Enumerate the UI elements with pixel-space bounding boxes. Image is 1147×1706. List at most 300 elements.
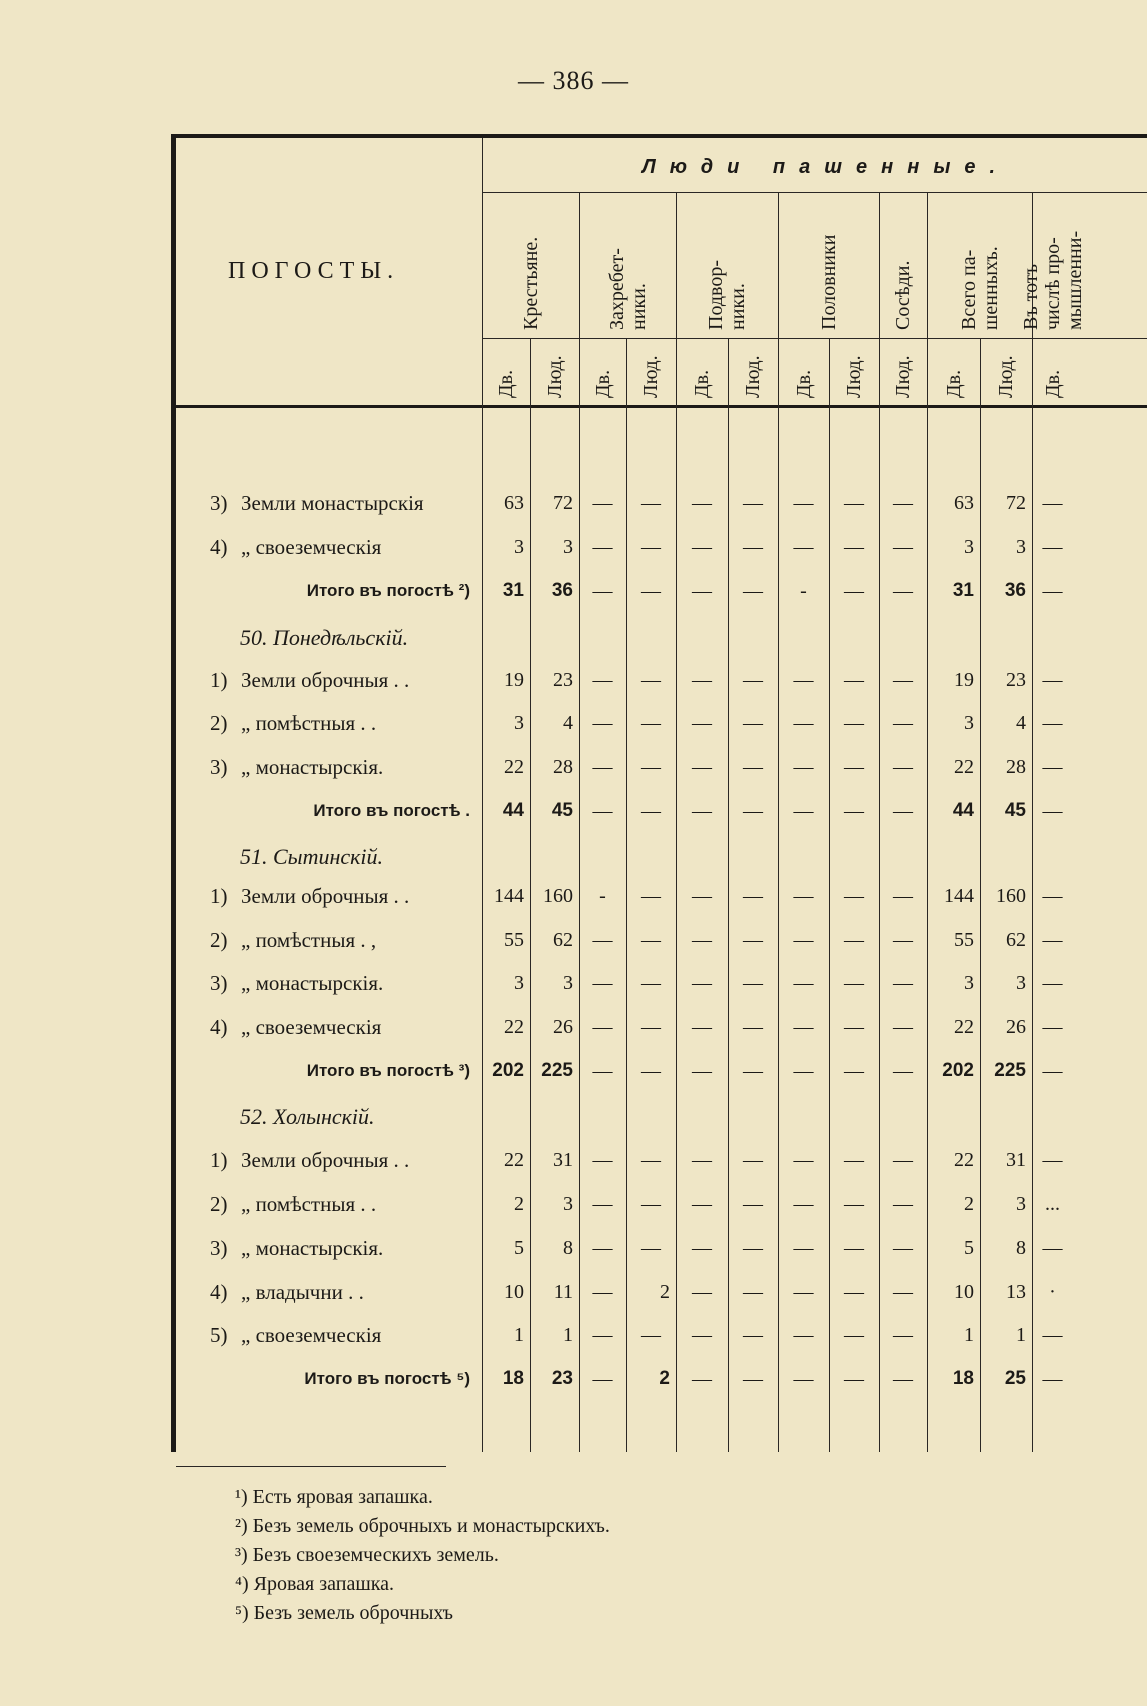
subcolumn-header: Дв. [942,369,965,398]
table-cell: — [641,885,661,907]
table-cell: — [844,1281,864,1303]
subcolumn-header: Люд. [995,355,1017,398]
table-cell: — [692,756,712,778]
table-cell: 3 [563,1193,573,1215]
footnote-text: Безъ земель оброчныхъ [248,1602,453,1624]
table-row [0,1233,1147,1263]
table-cell: 13 [1006,1281,1026,1303]
table-cell: 26 [553,1016,573,1038]
table-cell: 44 [502,800,524,821]
subcolumn-header: Дв. [691,369,713,398]
table-cell: — [793,669,814,691]
table-cell: 63 [954,492,974,514]
table-cell: — [893,972,913,994]
footnote-text: Безъ земель оброчныхъ и монастырскихъ. [247,1515,610,1537]
table-cell: — [893,1324,913,1346]
table-cell: — [1042,492,1063,514]
table-cell: 3 [964,712,974,734]
table-cell: — [793,536,814,558]
table-cell: — [793,1016,814,1038]
row-number: 3) [210,755,228,779]
table-cell: — [692,885,712,907]
table-cell: — [592,929,613,951]
table-cell: — [641,929,661,951]
table-cell: 31 [952,580,974,601]
table-cell: 22 [504,1016,524,1038]
table-cell: — [692,1193,712,1215]
table-cell: — [893,669,913,691]
table-cell: — [641,712,661,734]
group-title-rule [482,192,1147,193]
table-cell: — [743,1060,763,1082]
group-title: Люди пашенные. [642,156,1010,178]
table-cell: — [641,1237,661,1259]
section-heading [0,623,1147,653]
footnote [235,1512,610,1541]
table-cell: — [641,536,661,558]
table-row [0,532,1147,562]
table-cell: 2 [660,1281,670,1303]
row-name: „ своеземческія [241,1015,382,1039]
total-label: Итого въ погостѣ . [313,801,470,820]
table-cell: 62 [1006,929,1026,951]
table-cell: — [743,669,763,691]
table-cell: — [641,800,661,822]
table-cell: — [743,1193,763,1215]
table-cell: — [692,972,712,994]
table-row [0,968,1147,998]
table-cell: — [1042,580,1063,602]
table-cell: 19 [954,669,974,691]
section-title: 50. Понедѣльскій. [240,625,409,650]
table-cell: 3 [514,712,524,734]
table-cell: 45 [1004,800,1026,821]
table-cell: — [844,1149,864,1171]
table-cell: — [1042,800,1063,822]
table-cell: — [592,1237,613,1259]
total-label: Итого въ погостѣ ⁵) [304,1369,470,1388]
table-cell: — [692,712,712,734]
table-cell: — [793,756,814,778]
row-name: „ своеземческія [241,535,382,559]
row-number: 3) [210,971,228,995]
table-cell: — [1042,885,1063,907]
table-cell: 1 [514,1324,524,1346]
table-cell: 72 [1006,492,1026,514]
table-cell: — [1042,929,1063,951]
table-cell: 144 [944,885,974,907]
table-cell: — [1042,1324,1063,1346]
table-cell: — [844,580,864,602]
table-cell: 55 [504,929,524,951]
table-cell: — [893,1060,913,1082]
table-cell: 4 [1016,712,1026,734]
table-cell: — [893,492,913,514]
row-number: 2) [210,1192,228,1216]
table-cell: — [592,1368,613,1390]
footnote [235,1570,610,1599]
table-cell: — [793,1324,814,1346]
table-cell: — [893,580,913,602]
table-cell: — [692,929,712,951]
table-cell: — [793,1193,814,1215]
section-title: 52. Холынскій. [240,1104,375,1129]
table-cell: 3 [964,972,974,994]
table-row [0,1189,1147,1219]
row-name: „ помѣстныя . . [241,1192,377,1216]
footnote-text: Яровая запашка. [248,1573,395,1595]
table-cell: — [793,972,814,994]
table-cell: 36 [551,580,573,601]
table-cell: — [793,929,814,951]
table-row [0,1145,1147,1175]
table-cell: — [743,1324,763,1346]
table-cell: — [893,885,913,907]
table-cell: — [1042,1237,1063,1259]
table-cell: — [641,669,661,691]
table-cell: — [692,1281,712,1303]
footnote [235,1483,610,1512]
table-cell: — [793,885,814,907]
table-cell: 160 [543,885,573,907]
table-cell: 3 [1016,972,1026,994]
table-cell: 3 [514,536,524,558]
table-cell: 22 [504,1149,524,1171]
table-cell: — [592,536,613,558]
table-cell: 225 [541,1060,573,1081]
table-cell: 26 [1006,1016,1026,1038]
table-cell: 8 [563,1237,573,1259]
table-cell: 3 [1016,536,1026,558]
table-cell: — [1042,1060,1063,1082]
table-cell: — [592,1324,613,1346]
table-cell: — [844,885,864,907]
column-header: Подвор- ники. [705,259,749,330]
column-header: Крестьяне. [519,236,542,330]
table-cell: — [893,1149,913,1171]
table-cell: — [844,1016,864,1038]
footnote [235,1599,610,1628]
table-cell: 1 [563,1324,573,1346]
table-cell: — [844,1237,864,1259]
row-number: 4) [210,535,228,559]
row-number: 2) [210,711,228,735]
table-cell: — [641,1193,661,1215]
table-cell: — [592,1016,613,1038]
total-row [0,1364,1147,1394]
table-cell: — [893,712,913,734]
row-name: „ монастырскія. [241,755,384,779]
table-cell: — [893,1193,913,1215]
table-cell: 31 [553,1149,573,1171]
table-cell: 22 [954,756,974,778]
table-cell: - [800,580,807,602]
table-cell: — [793,712,814,734]
footnote-mark: ⁵) [235,1602,249,1624]
table-cell: 1 [1016,1324,1026,1346]
row-number: 1) [210,1148,228,1172]
table-cell: 4 [563,712,573,734]
row-name: Земли оброчныя . . [241,1148,410,1172]
table-cell: — [743,712,763,734]
table-cell: — [641,1060,661,1082]
table-cell: — [743,800,763,822]
table-cell: — [793,1149,814,1171]
table-cell: — [641,1149,661,1171]
table-cell: — [844,1060,864,1082]
row-name: Земли оброчныя . . [241,668,410,692]
table-cell: 44 [952,800,974,821]
table-cell: 3 [514,972,524,994]
column-header: Сосѣди. [892,260,914,330]
table-cell: 22 [954,1149,974,1171]
subcolumn-header: Дв. [1041,369,1064,398]
column-header: Всего па- шенныхъ. [957,246,1002,330]
table-cell: — [844,1368,864,1390]
table-cell: 45 [551,800,573,821]
table-cell: — [692,1016,712,1038]
table-header-rule [172,405,1147,408]
table-row [0,708,1147,738]
total-label: Итого въ погостѣ ²) [306,581,470,600]
table-cell: 3 [563,972,573,994]
row-name: „ своеземческія [241,1323,382,1347]
subcolumn-header: Дв. [591,369,614,398]
footnote-rule [176,1466,446,1467]
subcolumn-header: Люд. [843,355,865,398]
table-cell: 19 [504,669,524,691]
total-row [0,576,1147,606]
footnote [235,1541,610,1570]
table-cell: — [592,756,613,778]
subheader-rule [482,338,1147,339]
row-number: 2) [210,928,228,952]
table-cell: — [692,1324,712,1346]
table-cell: 10 [954,1281,974,1303]
table-cell: — [592,492,613,514]
table-cell: — [793,800,814,822]
table-cell: — [743,885,763,907]
table-cell: 10 [504,1281,524,1303]
table-cell: 22 [954,1016,974,1038]
section-heading [0,842,1147,872]
table-cell: 1 [964,1324,974,1346]
total-row [0,1056,1147,1086]
table-cell: — [692,669,712,691]
table-cell: 5 [514,1237,524,1259]
table-cell: — [743,580,763,602]
table-cell: — [844,800,864,822]
table-cell: 225 [994,1060,1026,1081]
table-cell: — [844,536,864,558]
table-cell: — [844,712,864,734]
table-cell: 31 [502,580,524,601]
footnotes [235,1483,610,1628]
table-cell: — [1042,712,1063,734]
table-cell: — [844,756,864,778]
table-cell: — [743,929,763,951]
subcolumn-header: Дв. [495,369,517,398]
table-row [0,1320,1147,1350]
table-cell: 31 [1006,1149,1026,1171]
table-cell: — [743,756,763,778]
table-row [0,925,1147,955]
table-cell: 63 [504,492,524,514]
table-cell: 28 [1006,756,1026,778]
subcolumn-header: Люд. [892,355,914,398]
table-cell: — [893,1281,913,1303]
table-cell: — [641,580,661,602]
table-cell: — [893,1237,913,1259]
table-cell: 3 [563,536,573,558]
table-cell: — [592,800,613,822]
table-cell: 28 [553,756,573,778]
table-cell: — [1042,669,1063,691]
table-cell: — [592,712,613,734]
footnote-mark: ²) [235,1515,248,1537]
row-name: „ монастырскія. [241,971,384,995]
row-number: 4) [210,1280,228,1304]
table-cell: — [743,1237,763,1259]
table-cell: — [844,1324,864,1346]
table-cell: — [893,756,913,778]
table-cell: 25 [1004,1368,1026,1389]
section-heading [0,1102,1147,1132]
table-cell: — [743,492,763,514]
table-cell: — [1042,972,1063,994]
table-cell: 5 [964,1237,974,1259]
table-cell: — [592,1281,613,1303]
table-cell: — [1042,756,1063,778]
row-number: 4) [210,1015,228,1039]
table-cell: — [893,536,913,558]
table-cell: — [592,580,613,602]
table-cell: — [844,929,864,951]
table-row [0,488,1147,518]
table-cell: — [692,492,712,514]
row-name: „ монастырскія. [241,1236,384,1260]
table-cell: — [743,1368,763,1390]
table-cell: — [692,1149,712,1171]
table-cell: — [743,1016,763,1038]
row-number: 3) [210,1236,228,1260]
table-cell: — [743,972,763,994]
table-cell: 72 [553,492,573,514]
table-cell: — [641,972,661,994]
total-label: Итого въ погостѣ ³) [306,1061,470,1080]
table-cell: — [893,929,913,951]
footnote-mark: ³) [235,1544,248,1566]
table-cell: 62 [553,929,573,951]
table-cell: — [641,756,661,778]
table-cell: — [844,1193,864,1215]
table-cell: — [692,800,712,822]
row-name: „ помѣстныя . , [241,928,377,952]
table-cell: 11 [553,1281,573,1303]
table-cell: — [641,492,661,514]
table-cell: 22 [504,756,524,778]
table-cell: 36 [1004,580,1026,601]
table-cell: — [592,1193,613,1215]
row-number: 5) [210,1323,228,1347]
table-cell: — [1042,1368,1063,1390]
table-cell: ... [1045,1193,1060,1215]
table-cell: 3 [964,536,974,558]
table-cell: 2 [964,1193,974,1215]
table-cell: — [592,669,613,691]
section-title: 51. Сытинскій. [240,844,384,869]
table-cell: 23 [551,1368,573,1389]
table-cell: 23 [1006,669,1026,691]
subcolumn-header: Люд. [640,355,662,398]
subcolumn-header: Люд. [543,355,566,398]
row-name: „ владычни . . [241,1280,364,1304]
table-cell: 3 [1016,1193,1026,1215]
table-cell: 55 [954,929,974,951]
table-cell: — [592,972,613,994]
table-cell: — [641,1016,661,1038]
table-cell: — [893,1016,913,1038]
column-header: Половники [817,234,840,330]
table-row [0,665,1147,695]
row-name: Земли монастырскія [241,491,424,515]
table-cell: - [599,885,606,907]
footnote-mark: ¹) [235,1486,248,1508]
row-number: 1) [210,668,228,692]
table-cell: · [1049,1281,1056,1303]
table-row [0,1277,1147,1307]
table-cell: 18 [502,1368,524,1389]
table-cell: — [1042,536,1063,558]
row-number: 3) [210,491,228,515]
footnote-text: Есть яровая запашка. [247,1486,433,1508]
subcolumn-header: Люд. [742,355,764,398]
table-row [0,1012,1147,1042]
row-name: Земли оброчныя . . [241,884,410,908]
total-row [0,796,1147,826]
table-cell: — [592,1149,613,1171]
table-cell: — [1042,1016,1063,1038]
table-cell: 144 [494,885,524,907]
table-cell: — [743,1149,763,1171]
row-number: 1) [210,884,228,908]
footnote-text: Безъ своеземческихъ земель. [247,1544,499,1566]
table-cell: — [844,972,864,994]
table-cell: — [743,536,763,558]
table-cell: — [641,1324,661,1346]
table-cell: 202 [492,1060,524,1081]
table-cell: 160 [996,885,1026,907]
table-cell: 23 [553,669,573,691]
table-cell: — [793,1060,814,1082]
page-number: — 386 — [518,66,629,95]
table-top-rule [172,134,1147,138]
table-cell: 18 [952,1368,974,1389]
column-header: Захребет- ники. [605,248,650,330]
table-cell: — [844,492,864,514]
table-cell: — [1042,1149,1063,1171]
table-cell: — [592,1060,613,1082]
table-cell: — [844,669,864,691]
table-row [0,881,1147,911]
table-cell: — [692,536,712,558]
table-cell: — [793,1281,814,1303]
column-header: Въ тотъ числѣ про- мышленни- [1019,230,1086,330]
table-cell: — [692,580,712,602]
table-cell: — [692,1237,712,1259]
table-cell: — [793,492,814,514]
table-cell: — [692,1060,712,1082]
